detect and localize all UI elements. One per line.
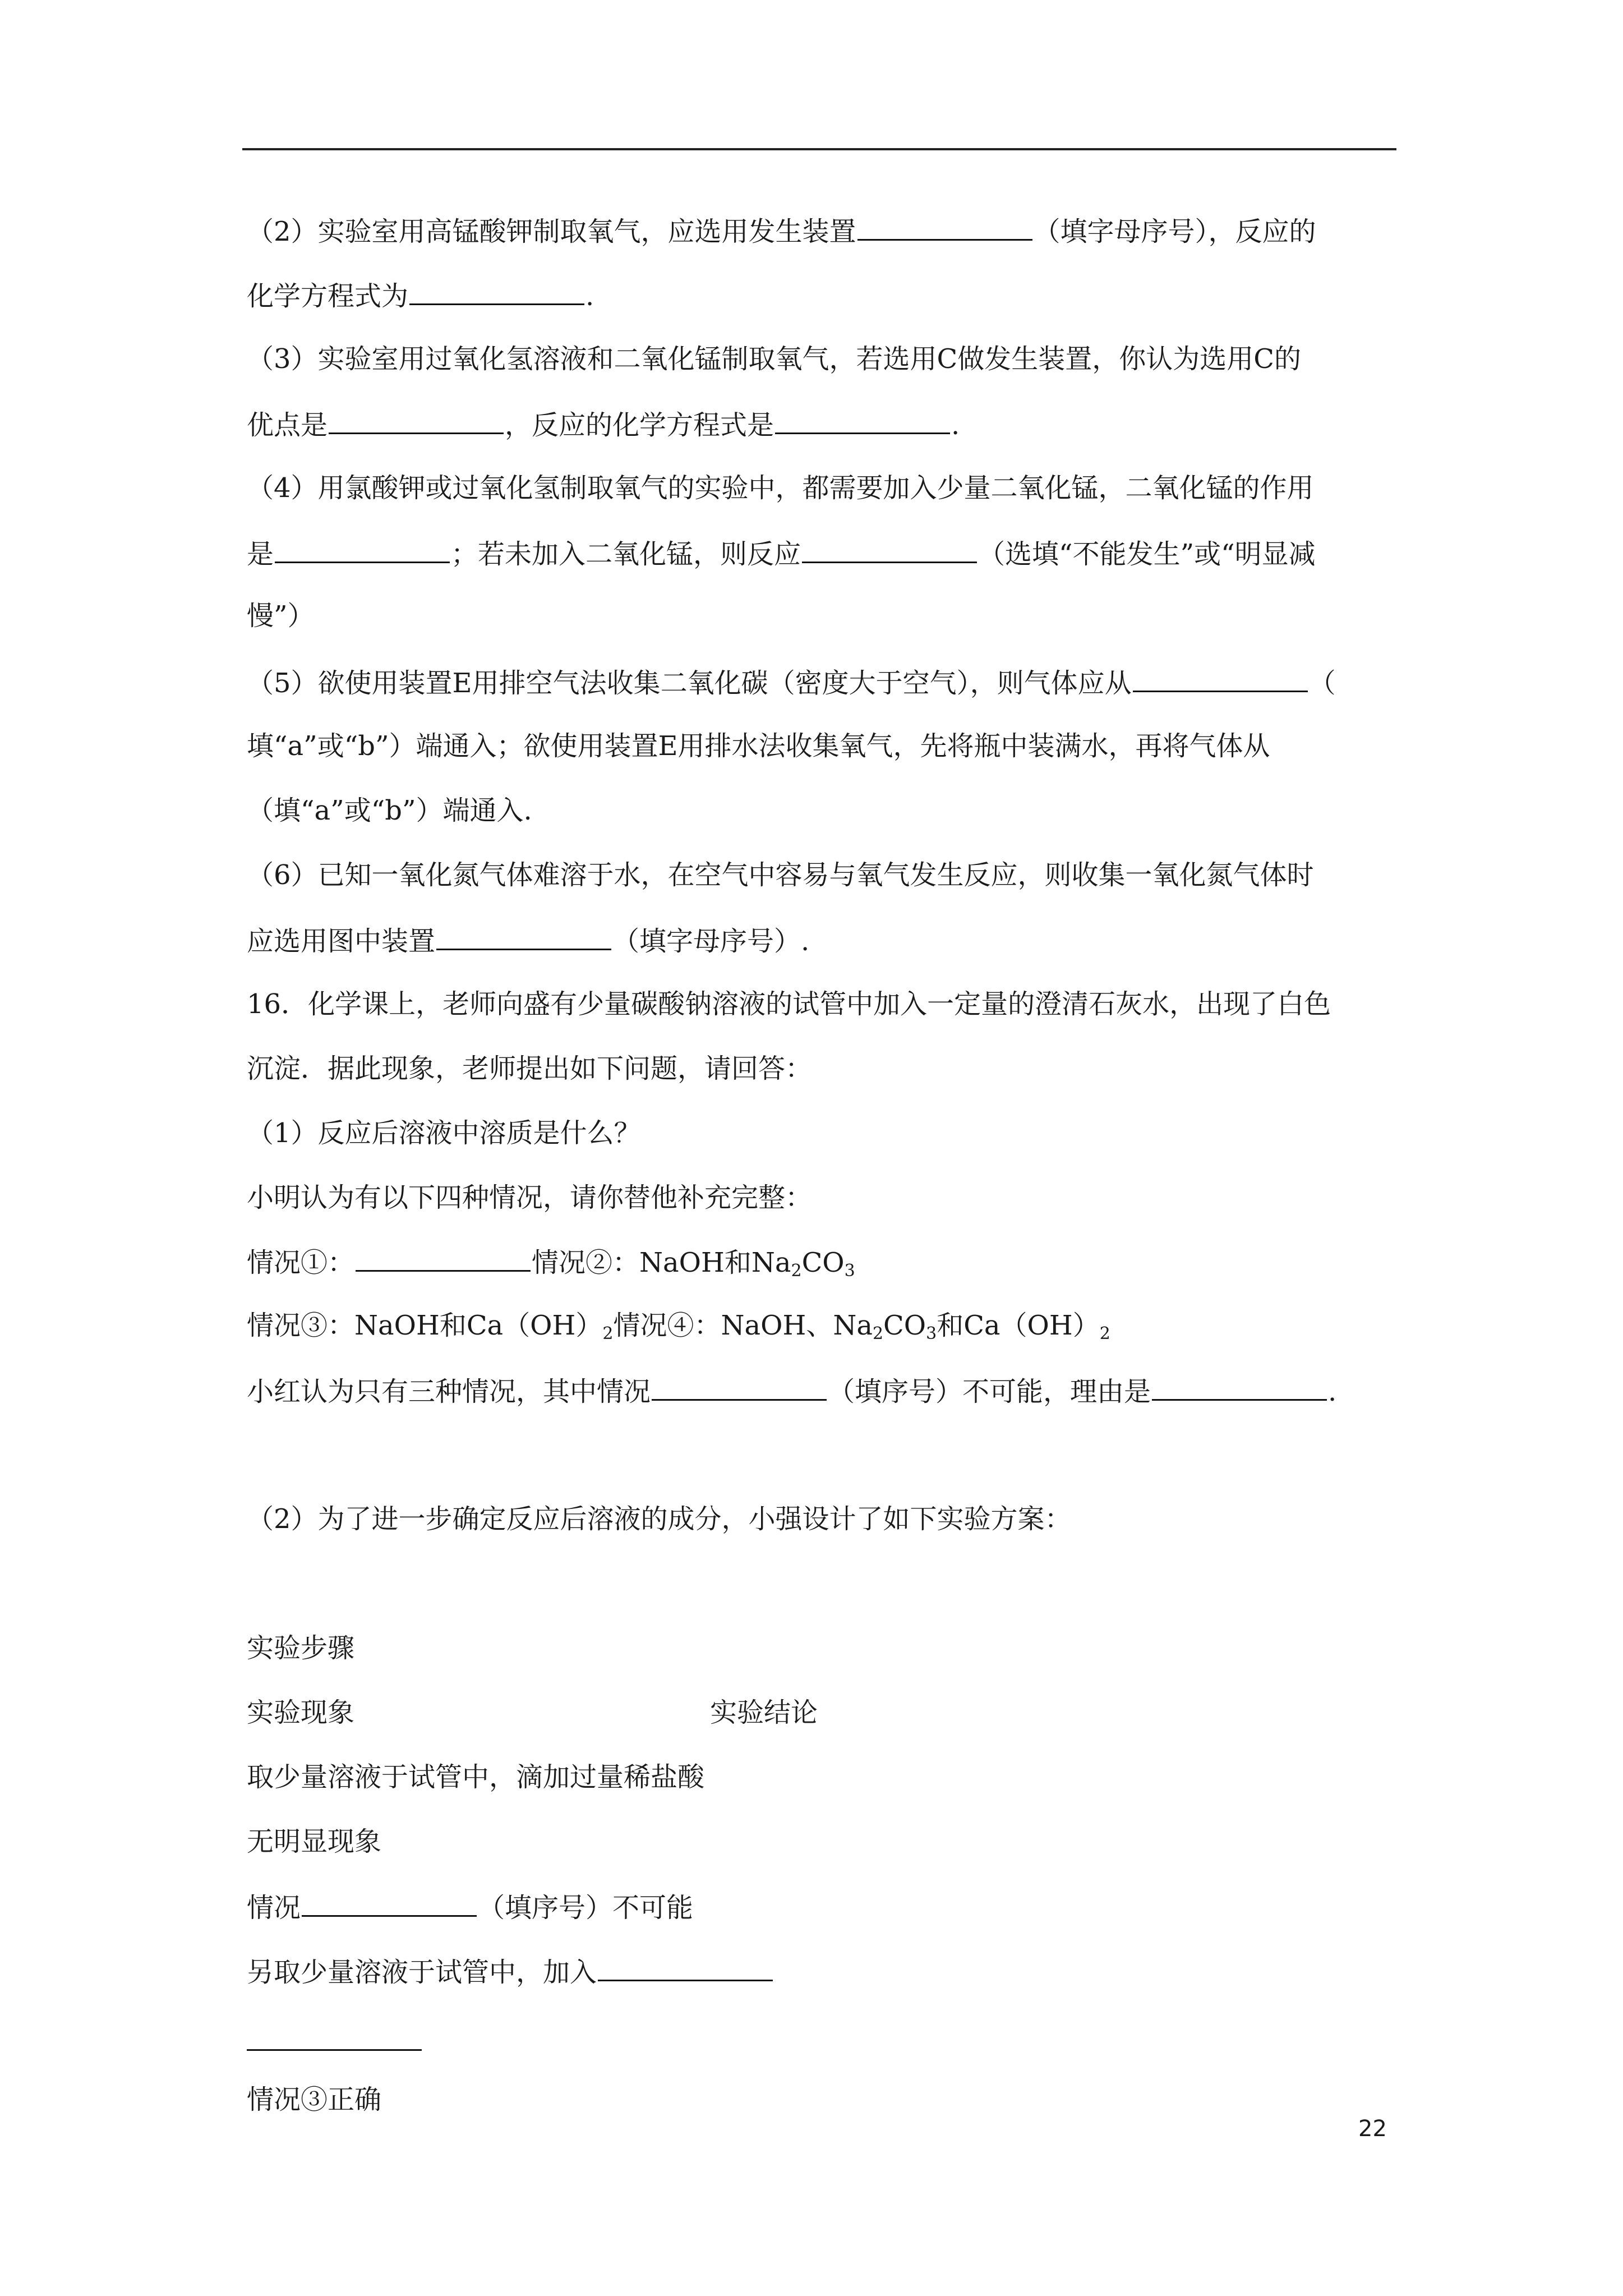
table-row2-conclusion	[247, 2083, 381, 2116]
text: 情况②：NaOH和Na	[532, 1247, 791, 1278]
text: 情况③正确	[247, 2084, 382, 2115]
text: 小明认为有以下四种情况，请你替他补充完整：	[247, 1182, 813, 1213]
table-row2-step	[247, 1954, 774, 1989]
subscript: 2	[602, 1324, 614, 1343]
answer-blank[interactable]	[857, 213, 1032, 241]
table-row1-conclusion	[247, 1889, 693, 1925]
text: （4）用氯酸钾或过氧化氢制取氧气的实验中，都需要加入少量二氧化锰，二氧化锰的作用	[247, 472, 1314, 504]
answer-blank[interactable]	[802, 536, 977, 563]
text: CO	[883, 1310, 926, 1341]
q15-part5-line2	[247, 729, 1270, 763]
answer-blank[interactable]	[302, 1889, 477, 1917]
text: 实验结论	[710, 1697, 818, 1728]
q16-cases-line2	[247, 1309, 1110, 1342]
text: .	[1328, 1376, 1337, 1407]
text: 情况	[247, 1892, 301, 1924]
q15-part4-line2	[247, 536, 1316, 571]
text: .	[585, 280, 594, 312]
q16-part1-question	[247, 1116, 641, 1150]
answer-blank[interactable]	[247, 2049, 422, 2051]
answer-blank[interactable]	[775, 407, 950, 434]
text: 情况④：NaOH、Na	[613, 1310, 873, 1341]
text: 优点是	[247, 409, 328, 441]
text: 应选用图中装置	[247, 926, 436, 957]
text: 慢”）	[247, 600, 315, 632]
text: ，反应的化学方程式是	[505, 409, 774, 441]
q15-part3-line2	[247, 407, 960, 442]
text: ；若未加入二氧化锰，则反应	[451, 539, 801, 570]
table-header-conclusion	[710, 1696, 818, 1729]
text: （1）反应后溶液中溶质是什么？	[247, 1117, 641, 1149]
text: （6）已知一氧化氮气体难溶于水，在空气中容易与氧气发生反应，则收集一氧化氮气体时	[247, 859, 1314, 891]
answer-blank[interactable]	[598, 1954, 773, 1981]
text: 取少量溶液于试管中，滴加过量稀盐酸	[247, 1761, 705, 1793]
subscript: 2	[1099, 1324, 1110, 1343]
table-row1-step	[247, 1760, 704, 1794]
q15-part4-line1	[247, 471, 1314, 505]
text: （填字母序号）.	[612, 926, 810, 957]
table-header-row	[247, 1696, 354, 1729]
text: 16．化学课上，老师向盛有少量碳酸钠溶液的试管中加入一定量的澄清石灰水，出现了白色	[247, 988, 1331, 1020]
q15-part6-line1	[247, 858, 1314, 892]
q16-part2-question	[247, 1502, 1072, 1536]
page-number: 22	[1358, 2116, 1387, 2142]
text: 化学方程式为	[247, 280, 409, 312]
text: （填序号）不可能	[478, 1892, 694, 1924]
subscript: 2	[872, 1324, 884, 1343]
answer-blank[interactable]	[436, 923, 611, 950]
header-rule	[242, 148, 1396, 150]
text: 无明显现象	[247, 1826, 382, 1857]
text: （填字母序号），反应的	[1033, 216, 1316, 247]
text: 是	[247, 539, 274, 570]
text: （3）实验室用过氧化氢溶液和二氧化锰制取氧气，若选用C做发生装置，你认为选用C的	[247, 343, 1301, 375]
q16-intro-line2	[247, 1052, 812, 1085]
answer-blank[interactable]	[652, 1373, 827, 1401]
text: 实验步骤	[247, 1632, 355, 1664]
q15-part6-line2	[247, 923, 809, 958]
q15-part5-line3	[247, 794, 532, 827]
text: （填序号）不可能，理由是	[828, 1376, 1151, 1407]
q15-part3-line1	[247, 342, 1301, 376]
text: CO	[801, 1247, 845, 1278]
text: .	[951, 409, 960, 441]
text: （填“a”或“b”）端通入.	[247, 795, 532, 826]
text: 情况①：	[247, 1247, 355, 1278]
text: （2）实验室用高锰酸钾制取氧气，应选用发生装置	[247, 216, 856, 247]
text: 另取少量溶液于试管中，加入	[247, 1957, 597, 1988]
q15-part5-line1	[247, 665, 1336, 700]
answer-blank[interactable]	[329, 407, 504, 434]
q15-part2-line1	[247, 213, 1316, 249]
text: 情况③：NaOH和Ca（OH）	[247, 1310, 603, 1341]
subscript: 3	[844, 1261, 855, 1281]
answer-blank[interactable]	[356, 1244, 531, 1272]
table-header-step	[247, 1631, 354, 1665]
q16-intro-line1	[247, 987, 1331, 1021]
text: （2）为了进一步确定反应后溶液的成分，小强设计了如下实验方案：	[247, 1503, 1072, 1535]
q16-part1-ming	[247, 1181, 812, 1214]
text: 和Ca（OH）	[937, 1310, 1100, 1341]
text: （	[1308, 668, 1336, 699]
text: 实验现象	[247, 1697, 355, 1728]
text: （5）欲使用装置E用排空气法收集二氧化碳（密度大于空气），则气体应从	[247, 668, 1132, 699]
answer-blank[interactable]	[409, 278, 584, 305]
subscript: 3	[926, 1324, 937, 1343]
answer-blank[interactable]	[1152, 1373, 1327, 1401]
q16-hong-line	[247, 1373, 1336, 1409]
text: 小红认为只有三种情况，其中情况	[247, 1376, 651, 1407]
answer-blank[interactable]	[275, 536, 450, 563]
table-row1-phenomenon	[247, 1825, 381, 1858]
q16-cases-line1	[247, 1244, 855, 1280]
answer-blank[interactable]	[1133, 665, 1308, 692]
q15-part2-line2	[247, 278, 594, 313]
text: （选填“不能发生”或“明显减	[978, 539, 1316, 570]
q15-part4-line3	[247, 599, 315, 633]
text: 沉淀．据此现象，老师提出如下问题，请回答：	[247, 1053, 813, 1084]
text: 填“a”或“b”）端通入；欲使用装置E用排水法收集氧气，先将瓶中装满水，再将气体从	[247, 730, 1270, 762]
subscript: 2	[791, 1261, 802, 1281]
